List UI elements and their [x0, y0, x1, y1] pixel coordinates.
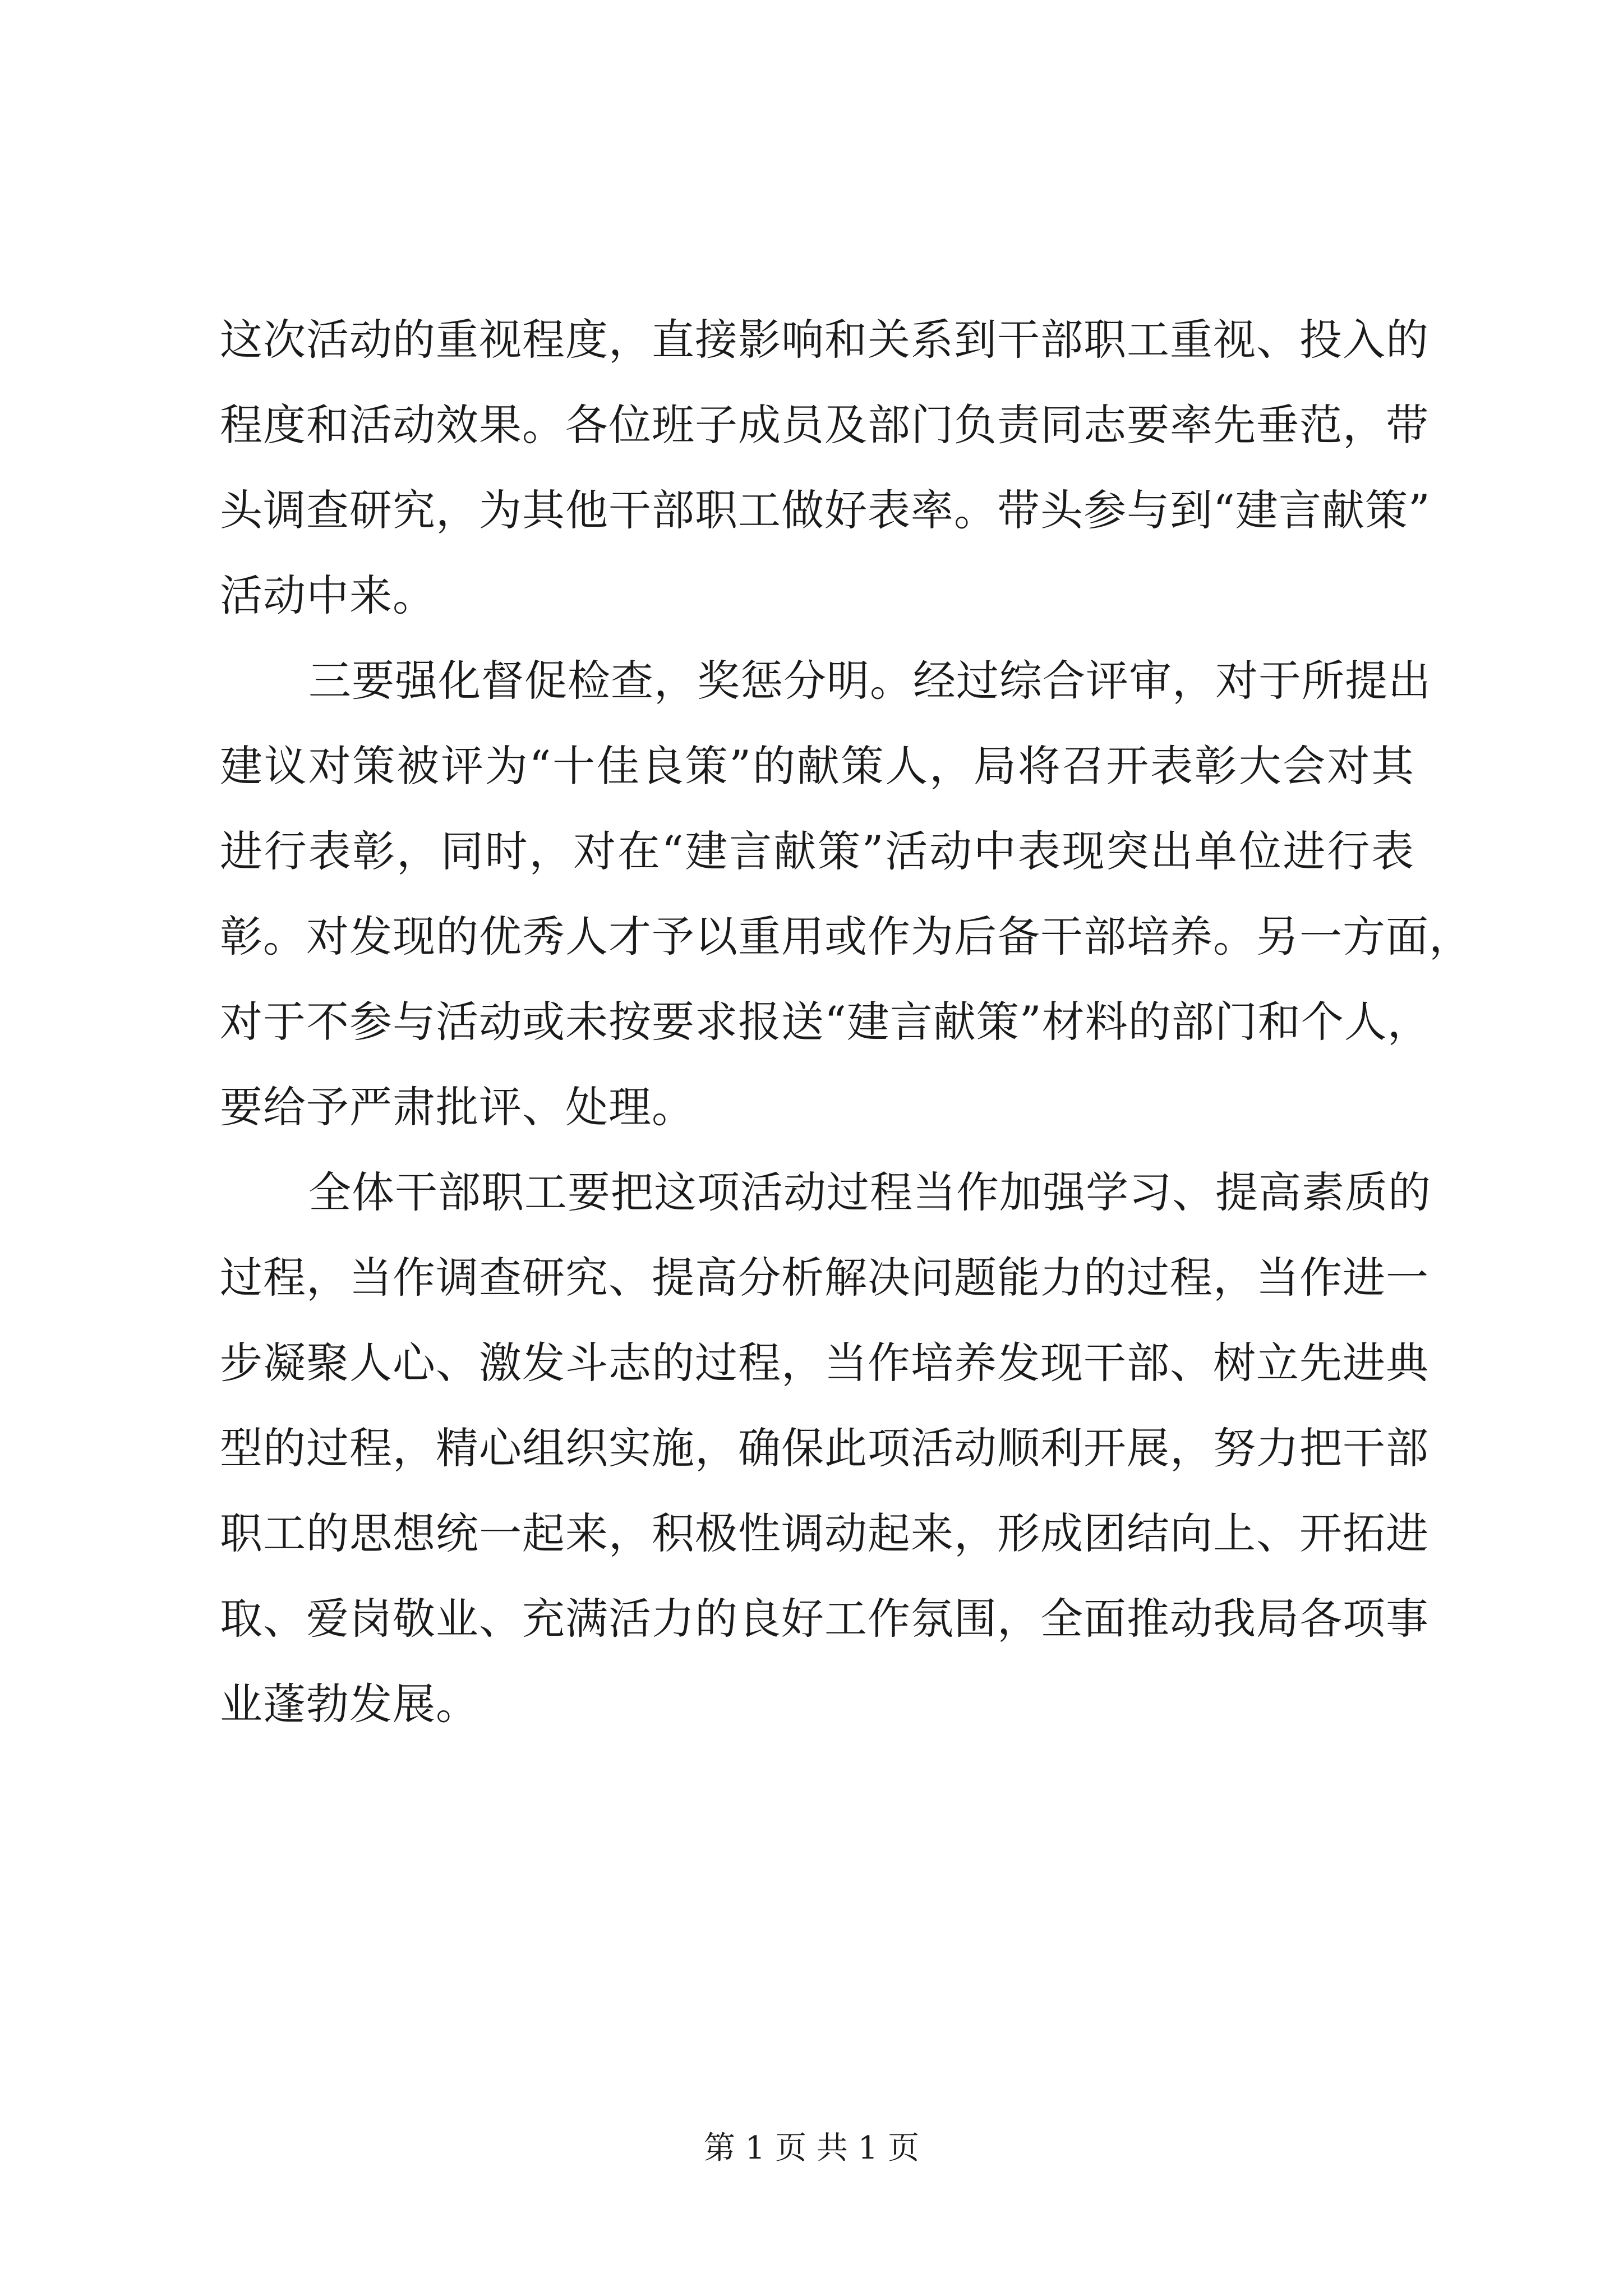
paragraph-2-line-2: 建议对策被评为“十佳良策”的献策人，局将召开表彰大会对其: [220, 741, 1414, 791]
paragraph-3-line-2: 过程，当作调查研究、提高分析解决问题能力的过程，当作进一: [220, 1253, 1429, 1303]
paragraph-3-line-3: 步凝聚人心、激发斗志的过程，当作培养发现干部、树立先进典: [220, 1338, 1429, 1388]
paragraph-1-line-3: 头调查研究，为其他干部职工做好表率。带头参与到“建言献策”: [220, 485, 1431, 535]
paragraph-3-line-6: 取、爱岗敬业、充满活力的良好工作氛围，全面推动我局各项事: [220, 1594, 1429, 1644]
paragraph-1-line-1: 这次活动的重视程度，直接影响和关系到干部职工重视、投入的: [220, 315, 1429, 365]
paragraph-3-line-5: 职工的思想统一起来，积极性调动起来，形成团结向上、开拓进: [220, 1508, 1429, 1558]
paragraph-1-line-4: 活动中来。: [220, 570, 436, 620]
paragraph-2-line-3: 进行表彰，同时，对在“建言献策”活动中表现突出单位进行表: [220, 826, 1414, 876]
paragraph-2-line-6: 要给予严肃批评、处理。: [220, 1082, 695, 1132]
page-number-footer: 第 1 页 共 1 页: [703, 2130, 920, 2166]
paragraph-3-line-1: 全体干部职工要把这项活动过程当作加强学习、提高素质的: [308, 1167, 1431, 1217]
paragraph-1-line-2: 程度和活动效果。各位班子成员及部门负责同志要率先垂范，带: [220, 400, 1429, 450]
paragraph-3-line-4: 型的过程，精心组织实施，确保此项活动顺利开展，努力把干部: [220, 1423, 1429, 1473]
paragraph-2-line-1: 三要强化督促检查，奖惩分明。经过综合评审，对于所提出: [308, 656, 1431, 706]
paragraph-2-line-5: 对于不参与活动或未按要求报送“建言献策”材料的部门和个人，: [220, 997, 1431, 1047]
document-body: [220, 297, 1472, 1747]
paragraph-3-line-7: 业蓬勃发展。: [220, 1679, 479, 1729]
paragraph-2-line-4: 彰。对发现的优秀人才予以重用或作为后备干部培养。另一方面，: [220, 912, 1472, 961]
